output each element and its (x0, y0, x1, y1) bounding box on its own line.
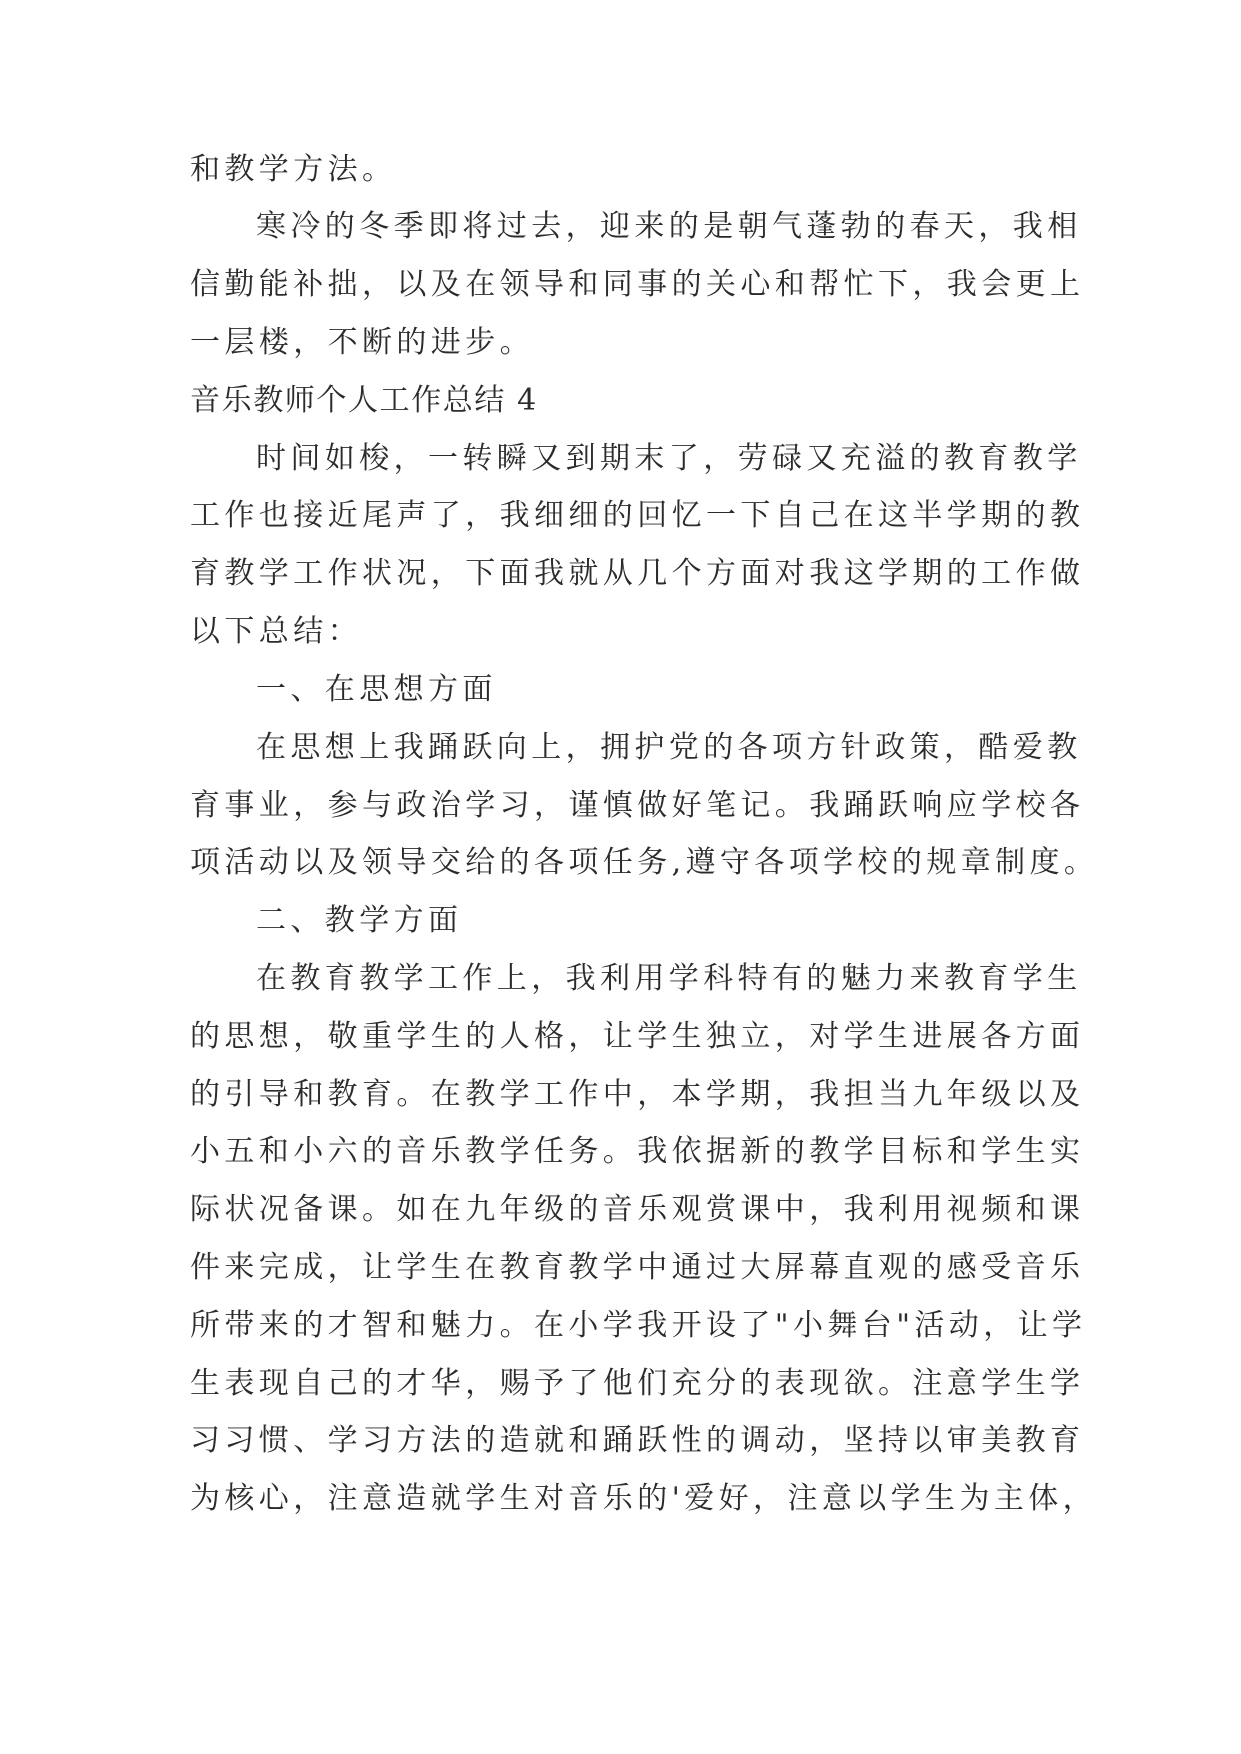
text-line: 所带来的才智和魅力。在小学我开设了"小舞台"活动，让学 (190, 1308, 1087, 1343)
text-line: 育教学工作状况，下面我就从几个方面对我这学期的工作做 (190, 556, 1085, 591)
text-line: 和教学方法。 (190, 152, 397, 187)
text-line: 信勤能补拙，以及在领导和同事的关心和帮忙下，我会更上 (190, 267, 1085, 302)
text-line: 以下总结： (190, 614, 362, 649)
text-line: 习习惯、学习方法的造就和踊跃性的调动，坚持以审美教育 (190, 1423, 1085, 1458)
text-line: 的思想，敬重学生的人格，让学生独立，对学生进展各方面 (190, 1019, 1085, 1054)
subsection-heading: 一、在思想方面 (256, 672, 497, 707)
text-line: 小五和小六的音乐教学任务。我依据新的教学目标和学生实 (190, 1134, 1085, 1169)
text-line: 为核心，注意造就学生对音乐的'爱好，注意以学生为主体， (190, 1481, 1098, 1516)
text-line: 一层楼，不断的进步。 (190, 325, 534, 360)
text-line: 工作也接近尾声了，我细细的回忆一下自己在这半学期的教 (190, 498, 1085, 533)
paragraph-first-line: 在思想上我踊跃向上，拥护党的各项方针政策，酷爱教 (256, 730, 1082, 765)
text-line: 际状况备课。如在九年级的音乐观赏课中，我利用视频和课 (190, 1192, 1085, 1227)
text-line: 项活动以及领导交给的各项任务,遵守各项学校的规章制度。 (190, 845, 1099, 880)
paragraph-first-line: 寒冷的冬季即将过去，迎来的是朝气蓬勃的春天，我相 (256, 209, 1082, 244)
text-line: 件来完成，让学生在教育教学中通过大屏幕直观的感受音乐 (190, 1250, 1085, 1285)
text-line: 育事业，参与政治学习，谨慎做好笔记。我踊跃响应学校各 (190, 788, 1085, 823)
paragraph-first-line: 在教育教学工作上，我利用学科特有的魅力来教育学生 (256, 961, 1082, 996)
paragraph-first-line: 时间如梭，一转瞬又到期末了，劳碌又充溢的教育教学 (256, 441, 1082, 476)
text-line: 生表现自己的才华，赐予了他们充分的表现欲。注意学生学 (190, 1366, 1085, 1401)
text-line: 的引导和教育。在教学工作中，本学期，我担当九年级以及 (190, 1077, 1085, 1112)
section-title: 音乐教师个人工作总结 4 (190, 383, 538, 418)
subsection-heading: 二、教学方面 (256, 903, 463, 938)
